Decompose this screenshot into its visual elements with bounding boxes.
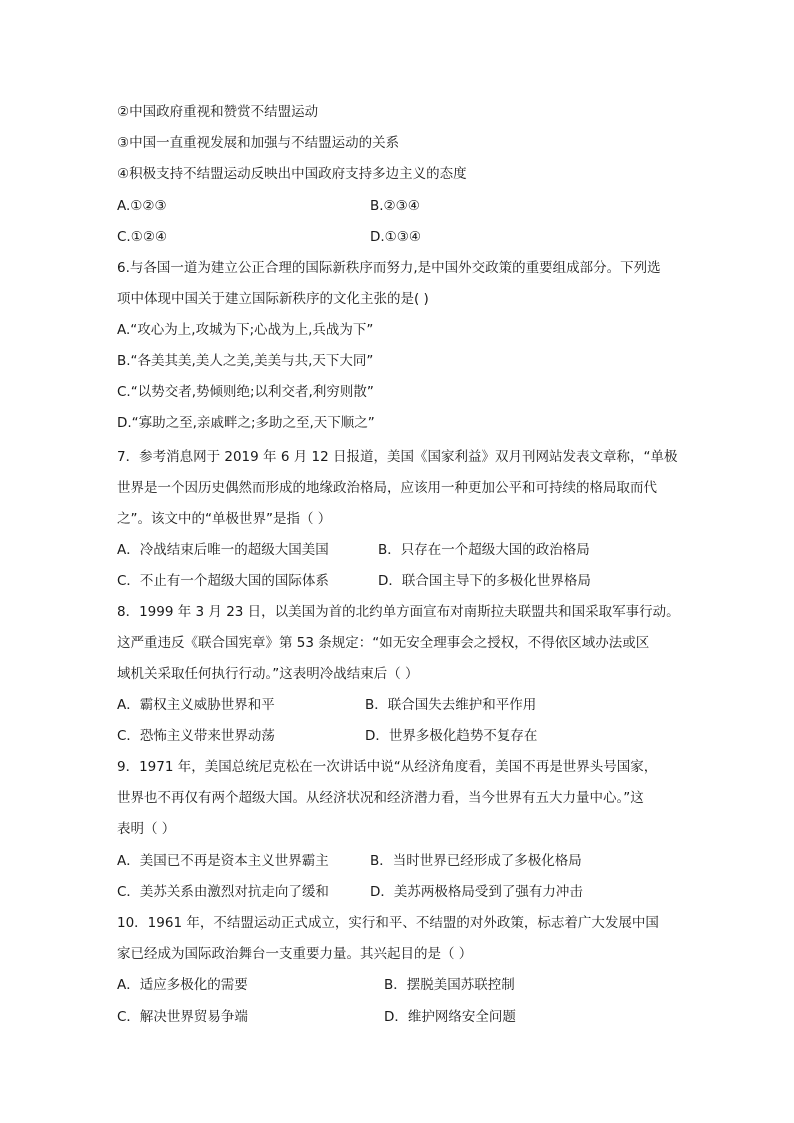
q10-stem-line-2: 家已经成为国际政治舞台一支重要力量。其兴起目的是（ ） xyxy=(117,946,473,962)
q6-stem-line-2: 项中体现中国关于建立国际新秩序的文化主张的是( ) xyxy=(117,291,429,307)
q9-option-d: D．美苏两极格局受到了强有力冲击 xyxy=(370,884,583,900)
q6-option-b: B.“各美其美,美人之美,美美与共,天下大同” xyxy=(117,353,374,369)
q9-stem-line-2: 世界也不再仅有两个超级大国。从经济状况和经济潜力看，当今世界有五大力量中心。”这 xyxy=(117,790,644,806)
q8-stem-line-3: 域机关采取任何执行行动。”这表明冷战结束后（ ） xyxy=(117,666,419,682)
q10-stem-line-1: 10．1961 年，不结盟运动正式成立，实行和平、不结盟的对外政策，标志着广大发展中国 xyxy=(117,915,659,931)
q9-option-a: A．美国已不再是资本主义世界霸主 xyxy=(117,853,329,869)
q6-option-c: C.“以势交者,势倾则绝;以利交者,利穷则散” xyxy=(117,384,374,400)
q7-option-c: C．不止有一个超级大国的国际体系 xyxy=(117,573,329,589)
q10-option-a: A．适应多极化的需要 xyxy=(117,977,248,993)
q6-option-d: D.“寡助之至,亲戚畔之;多助之至,天下顺之” xyxy=(117,415,375,431)
q5-option-c: C.①②④ xyxy=(117,229,168,245)
q9-stem-line-1: 9．1971 年，美国总统尼克松在一次讲话中说“从经济角度看，美国不再是世界头号国家， xyxy=(117,759,658,775)
q10-option-d: D．维护网络安全问题 xyxy=(384,1009,516,1025)
q5-option-a: A.①②③ xyxy=(117,198,167,214)
q6-option-a: A.“攻心为上,攻城为下;心战为上,兵战为下” xyxy=(117,322,374,338)
q8-option-a: A．霸权主义威胁世界和平 xyxy=(117,697,275,713)
q8-option-c: C．恐怖主义带来世界动荡 xyxy=(117,728,275,744)
q8-option-b: B．联合国失去维护和平作用 xyxy=(365,697,537,713)
q9-option-b: B．当时世界已经形成了多极化格局 xyxy=(370,853,582,869)
q6-stem-line-1: 6.与各国一道为建立公正合理的国际新秩序而努力,是中国外交政策的重要组成部分。下列选 xyxy=(117,260,661,276)
q10-option-b: B．摆脱美国苏联控制 xyxy=(384,977,515,993)
q8-stem-line-1: 8．1999 年 3 月 23 日，以美国为首的北约单方面宣布对南斯拉夫联盟共和国采取军事行动。 xyxy=(117,604,680,620)
statement-3: ③中国一直重视发展和加强与不结盟运动的关系 xyxy=(117,135,400,151)
q5-option-d: D.①③④ xyxy=(370,229,421,245)
q8-option-d: D．世界多极化趋势不复存在 xyxy=(365,728,538,744)
q7-stem-line-3: 之”。该文中的“单极世界”是指（ ） xyxy=(117,511,332,527)
statement-2: ②中国政府重视和赞赏不结盟运动 xyxy=(117,104,319,120)
q7-stem-line-1: 7．参考消息网于 2019 年 6 月 12 日报道，美国《国家利益》双月刊网站发表文章称，“单极 xyxy=(117,449,678,465)
q8-stem-line-2: 这严重违反《联合国宪章》第 53 条规定：“如无安全理事会之授权，不得依区域办法或区 xyxy=(117,635,650,651)
q9-option-c: C．美苏关系由激烈对抗走向了缓和 xyxy=(117,884,329,900)
q7-stem-line-2: 世界是一个因历史偶然而形成的地缘政治格局，应该用一种更加公平和可持续的格局取而代 xyxy=(117,480,657,496)
q5-option-b: B.②③④ xyxy=(370,198,420,214)
statement-4: ④积极支持不结盟运动反映出中国政府支持多边主义的态度 xyxy=(117,166,467,182)
q7-option-b: B．只存在一个超级大国的政治格局 xyxy=(378,542,590,558)
q10-option-c: C．解决世界贸易争端 xyxy=(117,1009,248,1025)
q7-option-d: D．联合国主导下的多极化世界格局 xyxy=(378,573,591,589)
q7-option-a: A．冷战结束后唯一的超级大国美国 xyxy=(117,542,329,558)
q9-stem-line-3: 表明（ ） xyxy=(117,821,176,837)
